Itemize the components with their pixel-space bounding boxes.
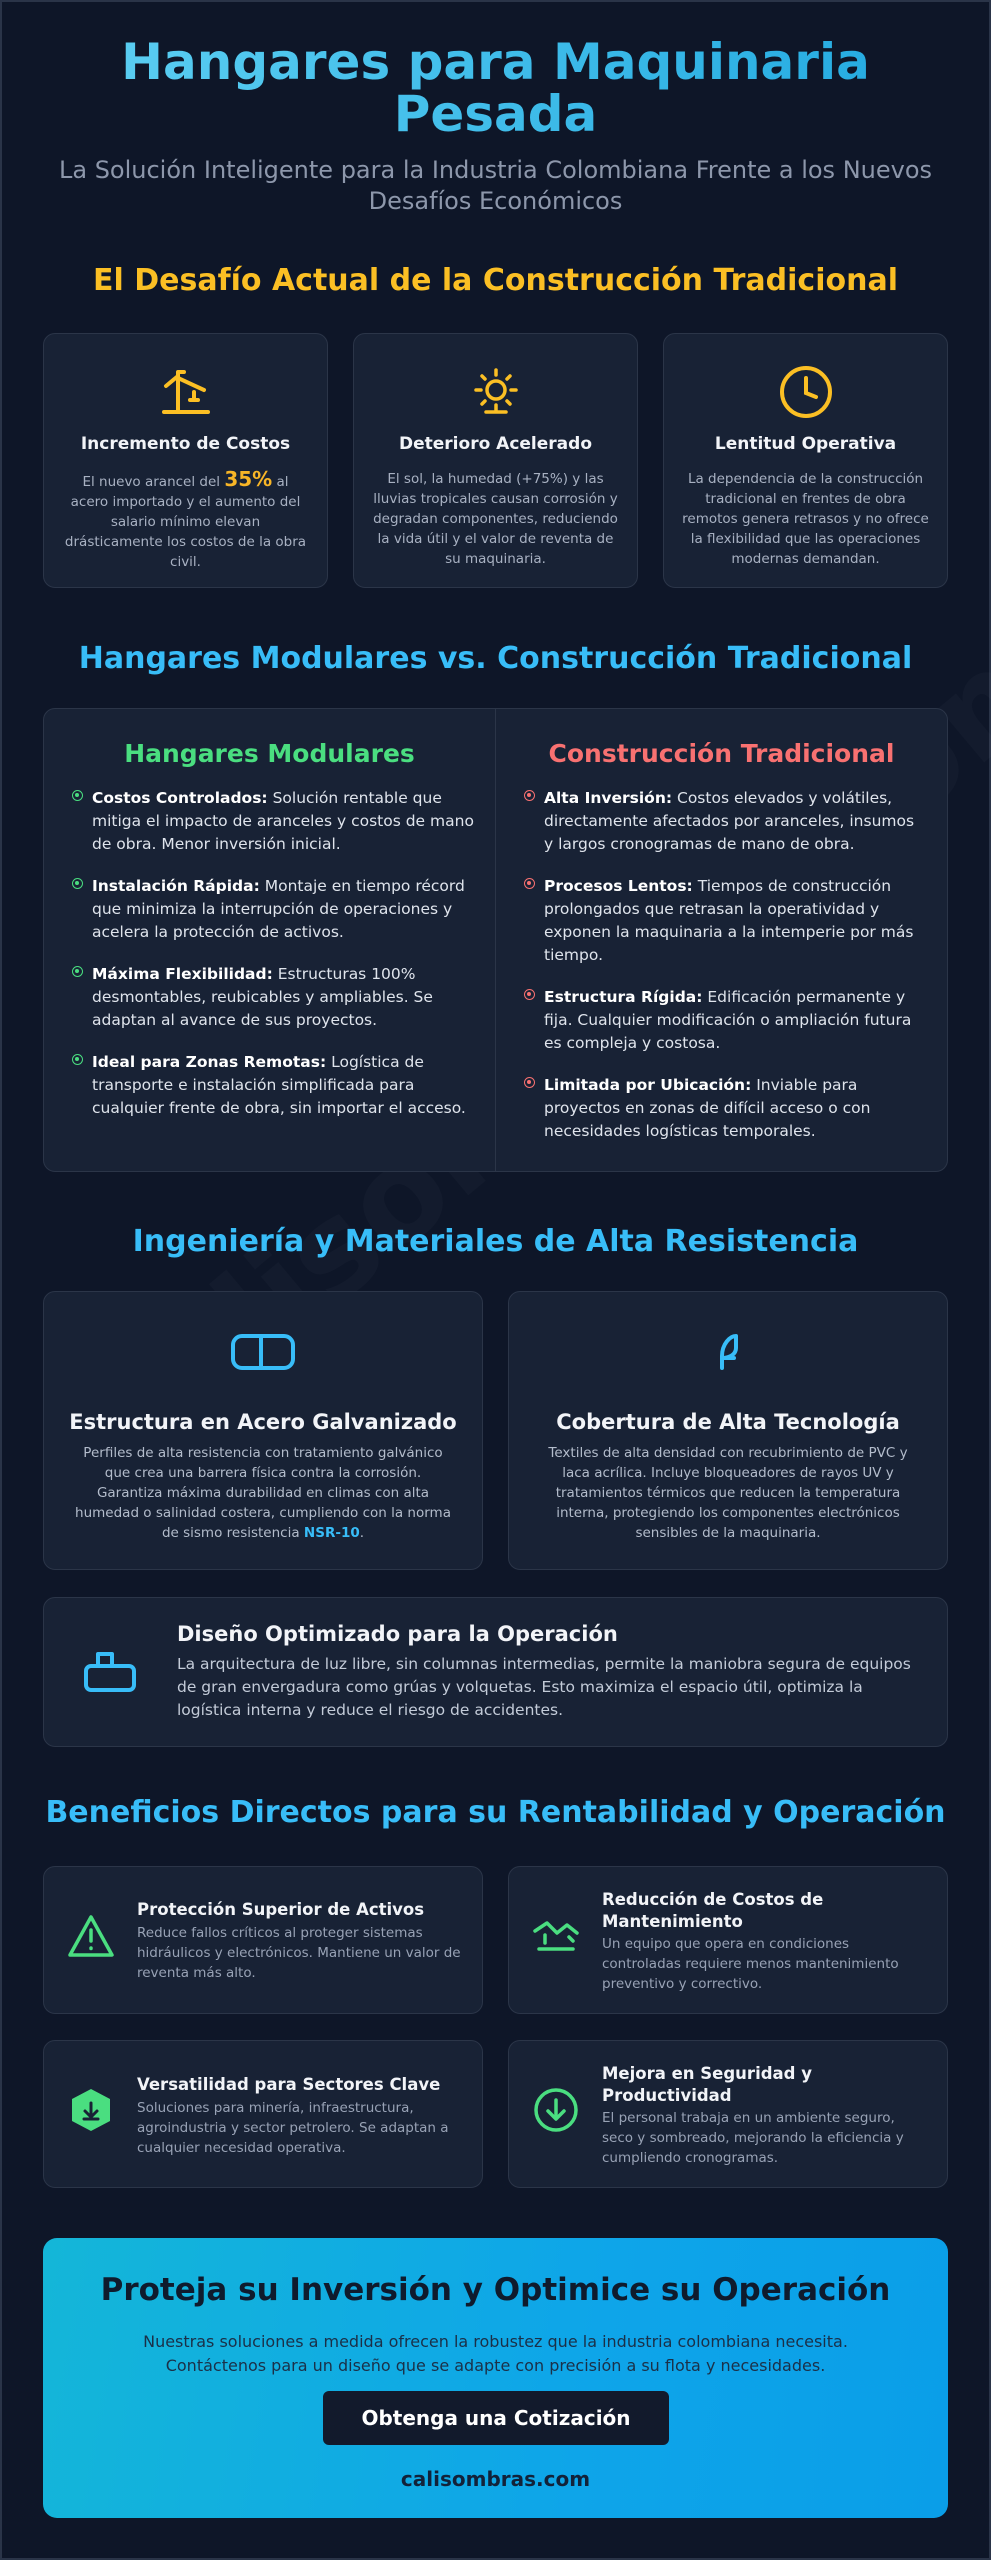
list-item: Estructura Rígida: Edificación permanente y fija. Cualquier modificación o ampliación futura es compleja y costosa. [496,986,926,1055]
warning-icon [66,1911,116,1961]
challenge-card-title: Deterioro Acelerado [399,434,592,454]
comparison-title: Hangares Modulares vs. Construcción Tradicional [78,641,913,676]
page-title: Hangares para Maquinaria Pesada [43,36,948,140]
benefit-text: El personal trabaja en un ambiente seguro, seco y sombreado, mejorando la eficiencia y cumpliendo cronogramas. [602,2110,904,2166]
toolbox-icon [80,1642,140,1702]
crane-icon [154,360,218,424]
benefit-card-maintenance [508,1866,948,2014]
challenge-card-text: El sol, la humedad (+75%) y las lluvias tropicales causan corrosión y degradan componentes, reduciendo la vida útil y el valor de reventa de su maquinaria. [373,471,618,567]
materials-title: Ingeniería y Materiales de Alta Resistencia [132,1224,859,1259]
challenge-card-deterioration [353,333,638,588]
benefit-title: Versatilidad para Sectores Clave [137,2075,441,2094]
x-icon [524,989,535,1000]
list-item: Costos Controlados: Solución rentable que mitiga el impacto de aranceles y costos de mano de obra. Menor inversión inicial. [44,787,474,856]
benefits-title: Beneficios Directos para su Rentabilidad y Operación [45,1795,946,1830]
x-icon [524,790,535,801]
modular-column-title: Hangares Modulares [124,739,415,768]
challenge-card-title: Incremento de Costos [80,434,291,454]
material-card-cover [508,1291,948,1570]
nsr10-standard: NSR-10 [303,1525,360,1541]
feather-icon [692,1328,764,1376]
sun-rust-icon [464,360,528,424]
modular-list [44,787,474,1139]
tariff-highlight: 35% [224,467,273,491]
clock-icon [774,360,838,424]
design-card [43,1597,948,1747]
quote-button[interactable]: Obtenga una Cotización [323,2391,669,2445]
hexagon-icon [66,2085,116,2135]
traditional-list [496,787,926,1162]
benefit-title: Reducción de Costos de Mantenimiento [602,1890,824,1931]
check-icon [72,1054,83,1065]
material-card-text: Perfiles de alta resistencia con tratamiento galvánico que crea una barrera física contra la corrosión. Garantiza máxima durabilidad en climas con alta humedad o salinidad costera, cumpliendo con la norma de sismo resistencia NSR-10. [75,1445,451,1541]
comparison-table [43,708,948,1172]
x-icon [524,878,535,889]
benefit-text: Soluciones para minería, infraestructura, agroindustria y sector petrolero. Se adaptan a cualquier necesidad operativa. [137,2100,449,2156]
challenge-card-title: Lentitud Operativa [714,434,897,454]
list-item: Ideal para Zonas Remotas: Logística de transporte e instalación simplificada para cualquier frente de obra, sin importar el acceso. [44,1051,474,1120]
website-link[interactable]: calisombras.com [400,2467,591,2491]
list-item: Procesos Lentos: Tiempos de construcción prolongados que retrasan la operatividad y exponen la maquinaria a la intemperie por más tiempo. [496,875,926,967]
arrow-down-circle-icon [531,2085,581,2135]
x-icon [524,1077,535,1088]
challenge-title: El Desafío Actual de la Construcción Tradicional [93,263,898,298]
steel-beam-icon [227,1328,299,1376]
cta-title: Proteja su Inversión y Optimice su Operación [100,2272,891,2308]
material-card-steel [43,1291,483,1570]
list-item: Limitada por Ubicación: Inviable para proyectos en zonas de difícil acceso o con necesidades logísticas temporales. [496,1074,926,1143]
challenge-card-text: El nuevo arancel del 35% al acero importado y el aumento del salario mínimo elevan drásticamente los costos de la obra civil. [64,467,307,570]
material-card-title: Cobertura de Alta Tecnología [556,1410,900,1434]
benefit-title: Protección Superior de Activos [137,1900,425,1919]
check-icon [72,790,83,801]
benefit-text: Un equipo que opera en condiciones controladas requiere menos mantenimiento preventivo y correctivo. [602,1936,899,1992]
page-subtitle: La Solución Inteligente para la Industria Colombiana Frente a los Nuevos Desafíos Económicos [58,156,933,215]
list-item: Alta Inversión: Costos elevados y volátiles, directamente afectados por aranceles, insumos y largos cronogramas de mano de obra. [496,787,926,856]
challenge-card-text: La dependencia de la construcción tradicional en frentes de obra remotos genera retrasos y no ofrece la flexibilidad que las operaciones modernas demandan. [682,471,929,567]
material-card-title: Estructura en Acero Galvanizado [69,1410,457,1434]
traditional-column-title: Construcción Tradicional [548,739,895,768]
challenge-card-costs [43,333,328,588]
list-item: Máxima Flexibilidad: Estructuras 100% desmontables, reubicables y ampliables. Se adaptan al avance de sus proyectos. [44,963,474,1032]
cta-text: Nuestras soluciones a medida ofrecen la robustez que la industria colombiana necesita. Contáctenos para un diseño que se adapte con precisión a su flota y necesidades. [143,2332,848,2375]
cta-banner [43,2238,948,2518]
material-card-text: Textiles de alta densidad con recubrimiento de PVC y laca acrílica. Incluye bloqueadores de rayos UV y tratamientos térmicos que reducen la temperatura interna, protegiendo los componentes electrónicos sensibles de la maquinaria. [548,1445,908,1541]
benefit-card-assets [43,1866,483,2014]
check-icon [72,966,83,977]
benefit-title: Mejora en Seguridad y Productividad [602,2064,812,2105]
design-card-title: Diseño Optimizado para la Operación [177,1622,618,1646]
challenge-card-slowness [663,333,948,588]
design-card-text: La arquitectura de luz libre, sin columnas intermedias, permite la maniobra segura de equipos de gran envergadura como grúas y volquetas. Esto maximiza el espacio útil, optimiza la logística interna y reduce el riesgo de accidentes. [177,1655,911,1719]
trend-down-icon [531,1911,581,1961]
check-icon [72,878,83,889]
benefit-card-safety [508,2040,948,2188]
benefit-text: Reduce fallos críticos al proteger sistemas hidráulicos y electrónicos. Mantiene un valor de reventa más alto. [137,1925,461,1981]
list-item: Instalación Rápida: Montaje en tiempo récord que minimiza la interrupción de operaciones y acelera la protección de activos. [44,875,474,944]
benefit-card-versatility [43,2040,483,2188]
